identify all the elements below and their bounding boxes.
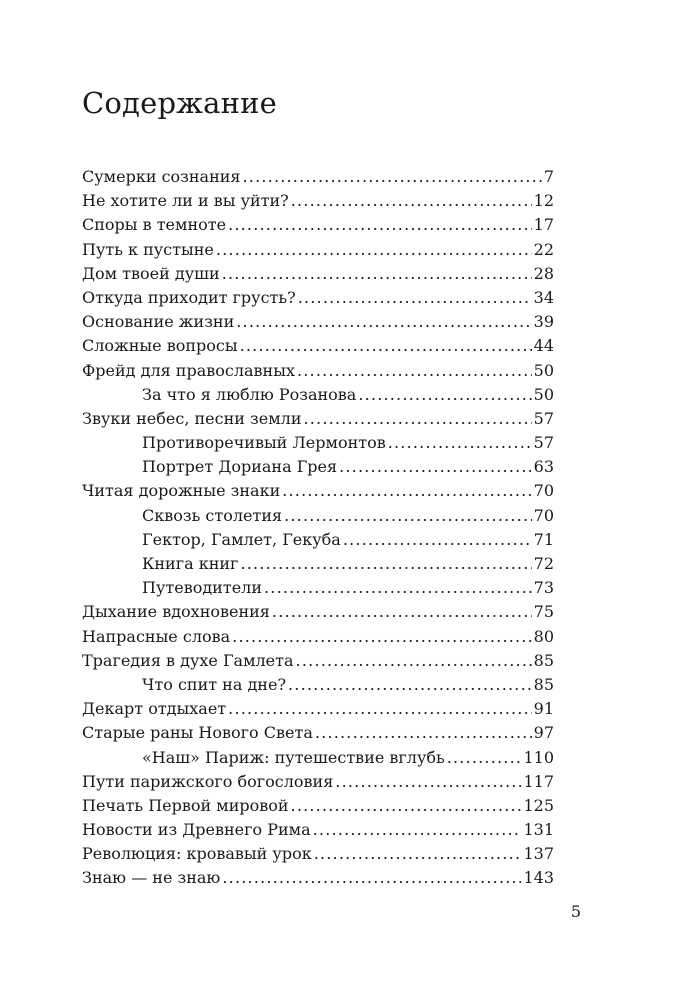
- toc-dot-leader: [284, 506, 532, 525]
- toc-entry: [82, 772, 554, 796]
- toc-entry-title: Фрейд для православных: [82, 360, 295, 380]
- toc-dot-leader: [303, 409, 531, 428]
- toc-entry-title: Печать Первой мировой: [82, 795, 289, 815]
- toc-entry: [82, 481, 554, 505]
- toc-dot-leader: [228, 699, 531, 718]
- toc-entry-title: Звуки небес, песни земли: [82, 408, 302, 428]
- toc-entry: [82, 409, 554, 433]
- toc-entry-title: Основание жизни: [82, 312, 235, 332]
- toc-entry: [82, 723, 554, 747]
- toc-entry-page: 39: [533, 312, 554, 332]
- toc-entry: [82, 361, 554, 385]
- toc-entry-page: 12: [533, 191, 554, 211]
- toc-entry: [82, 506, 554, 530]
- toc-entry-page: 44: [533, 336, 554, 356]
- toc-entry: [82, 602, 554, 626]
- toc-entry-title: Пути парижского богословия: [82, 771, 334, 791]
- toc-dot-leader: [243, 167, 542, 186]
- toc-dot-leader: [222, 868, 521, 887]
- toc-dot-leader: [315, 723, 532, 742]
- toc-entry-page: 137: [523, 844, 554, 864]
- toc-entry-page: 57: [533, 433, 554, 453]
- toc-entry-title: Путеводители: [142, 578, 262, 598]
- toc-entry-page: 131: [523, 820, 554, 840]
- toc-entry-title: Дыхание вдохновения: [82, 602, 270, 622]
- toc-dot-leader: [222, 264, 532, 283]
- toc-entry-title: Читая дорожные знаки: [82, 481, 281, 501]
- toc-entry-title: Гектор, Гамлет, Гекуба: [142, 529, 341, 549]
- toc-entry-page: 22: [533, 239, 554, 259]
- toc-entry: [82, 844, 554, 868]
- toc-entry: [82, 215, 554, 239]
- toc-entry: [82, 457, 554, 481]
- toc-entry-title: Что спит на дне?: [142, 674, 287, 694]
- toc-entry: [82, 336, 554, 360]
- toc-entry-title: Напрасные слова: [82, 626, 231, 646]
- toc-dot-leader: [272, 602, 532, 621]
- toc-entry-page: 28: [533, 263, 554, 283]
- toc-entry-title: Противоречивый Лермонтов: [142, 433, 386, 453]
- toc-entry-page: 73: [533, 578, 554, 598]
- toc-dot-leader: [343, 530, 532, 549]
- toc-entry: [82, 385, 554, 409]
- page-number: 5: [570, 902, 581, 921]
- toc-entry: [82, 820, 554, 844]
- toc-entry-title: Трагедия в духе Гамлета: [82, 650, 294, 670]
- toc-entry-title: Споры в темноте: [82, 215, 227, 235]
- toc-dot-leader: [296, 651, 532, 670]
- toc-entry: [82, 167, 554, 191]
- toc-entry-title: Сложные вопросы: [82, 336, 238, 356]
- table-of-contents: [82, 167, 554, 893]
- toc-dot-leader: [297, 361, 532, 380]
- toc-entry-title: «Наш» Париж: путешествие вглубь: [142, 747, 445, 767]
- toc-dot-leader: [339, 457, 532, 476]
- toc-entry-page: 143: [523, 868, 554, 888]
- toc-dot-leader: [388, 433, 532, 452]
- toc-entry-title: Портрет Дориана Грея: [142, 457, 338, 477]
- toc-entry-page: 125: [523, 795, 554, 815]
- toc-dot-leader: [298, 288, 532, 307]
- toc-entry: [82, 868, 554, 892]
- toc-dot-leader: [313, 820, 522, 839]
- toc-entry-page: 17: [533, 215, 554, 235]
- toc-entry-title: Сквозь столетия: [142, 505, 283, 525]
- toc-dot-leader: [291, 796, 522, 815]
- toc-entry-page: 117: [523, 771, 554, 791]
- toc-entry-page: 110: [523, 747, 554, 767]
- toc-entry-page: 80: [533, 626, 554, 646]
- toc-entry-page: 50: [533, 360, 554, 380]
- toc-entry-page: 85: [533, 650, 554, 670]
- toc-entry: [82, 554, 554, 578]
- page-title: Содержание: [82, 86, 278, 120]
- toc-entry: [82, 675, 554, 699]
- toc-dot-leader: [232, 627, 531, 646]
- toc-entry-page: 71: [533, 529, 554, 549]
- toc-dot-leader: [291, 191, 532, 210]
- toc-dot-leader: [240, 554, 531, 573]
- toc-dot-leader: [288, 675, 532, 694]
- toc-entry-title: Откуда приходит грусть?: [82, 287, 296, 307]
- toc-entry-title: Не хотите ли и вы уйти?: [82, 191, 289, 211]
- toc-entry: [82, 240, 554, 264]
- toc-entry-page: 50: [533, 384, 554, 404]
- toc-entry: [82, 530, 554, 554]
- toc-dot-leader: [240, 336, 532, 355]
- toc-entry: [82, 191, 554, 215]
- toc-entry-page: 34: [533, 287, 554, 307]
- toc-entry-page: 91: [533, 699, 554, 719]
- toc-dot-leader: [228, 215, 532, 234]
- toc-entry-page: 63: [533, 457, 554, 477]
- toc-entry-page: 75: [533, 602, 554, 622]
- toc-entry-title: Знаю — не знаю: [82, 868, 221, 888]
- toc-entry-title: Книга книг: [142, 554, 239, 573]
- toc-entry-title: Декарт отдыхает: [82, 699, 227, 719]
- toc-dot-leader: [264, 578, 532, 597]
- toc-entry-title: Путь к пустыне: [82, 239, 214, 259]
- toc-entry-page: 72: [533, 554, 554, 573]
- toc-dot-leader: [358, 385, 531, 404]
- toc-entry: [82, 433, 554, 457]
- toc-dot-leader: [216, 240, 532, 259]
- toc-entry-title: За что я люблю Розанова: [142, 384, 357, 404]
- toc-dot-leader: [282, 481, 531, 500]
- toc-entry-page: 97: [533, 723, 554, 743]
- toc-entry-title: Новости из Древнего Рима: [82, 820, 311, 840]
- toc-entry: [82, 651, 554, 675]
- toc-entry-title: Старые раны Нового Света: [82, 723, 313, 743]
- toc-entry-page: 57: [533, 408, 554, 428]
- toc-entry-page: 7: [543, 167, 554, 186]
- toc-entry: [82, 627, 554, 651]
- toc-dot-leader: [236, 312, 531, 331]
- toc-entry-page: 70: [533, 481, 554, 501]
- toc-dot-leader: [447, 748, 522, 767]
- toc-entry-page: 70: [533, 505, 554, 525]
- toc-entry-title: Дом твоей души: [82, 263, 220, 283]
- toc-entry: [82, 264, 554, 288]
- toc-entry-title: Сумерки сознания: [82, 167, 241, 186]
- toc-entry: [82, 748, 554, 772]
- toc-entry: [82, 796, 554, 820]
- toc-entry-page: 85: [533, 674, 554, 694]
- toc-entry: [82, 699, 554, 723]
- toc-entry-title: Революция: кровавый урок: [82, 844, 312, 864]
- toc-entry: [82, 578, 554, 602]
- toc-dot-leader: [335, 772, 521, 791]
- toc-dot-leader: [314, 844, 522, 863]
- toc-entry: [82, 312, 554, 336]
- toc-entry: [82, 288, 554, 312]
